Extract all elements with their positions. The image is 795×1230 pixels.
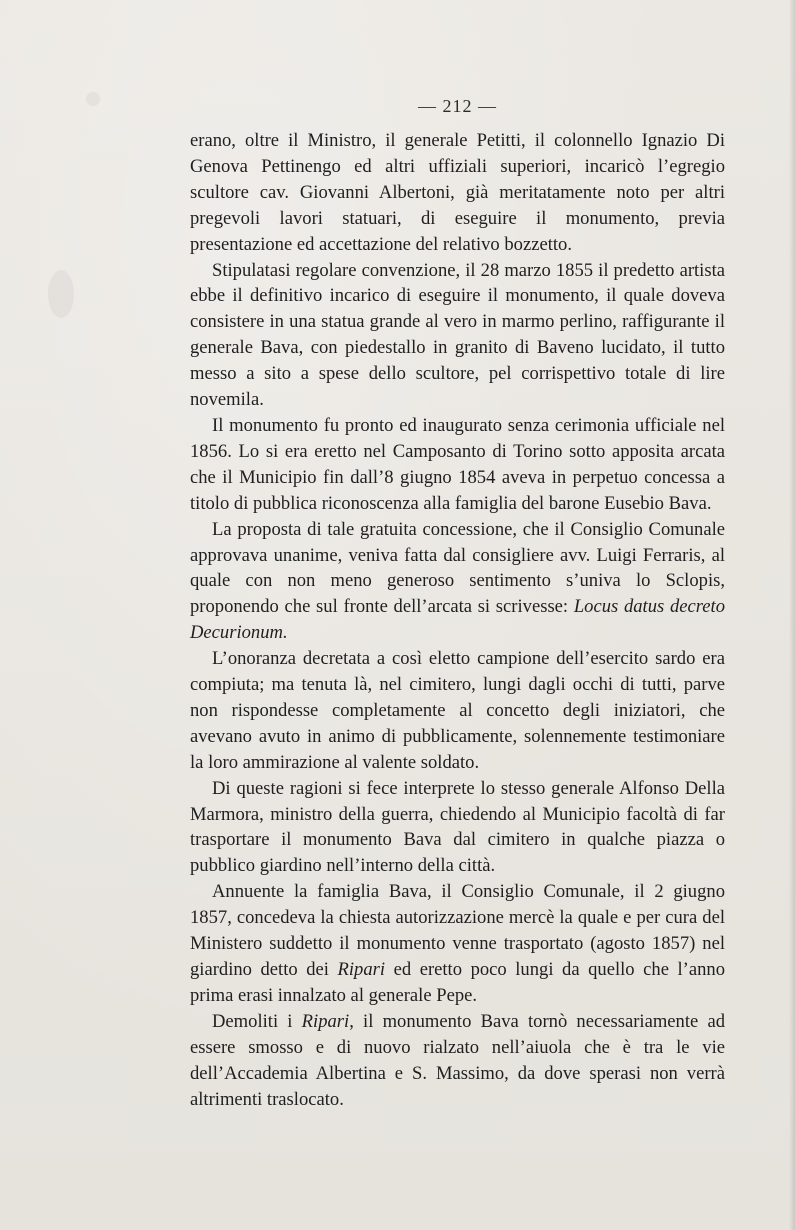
paragraph-5: L’onoranza decretata a così eletto campione dell’esercito sardo era compiuta; ma tenuta là, nel cimitero, lungi dagli occhi di tutti, parve non rispondesse completamente al concetto degli iniziatori, che avevano avuto in animo di pubblicamente, solennemente testimoniare la loro ammirazione al valente soldato. [190,648,725,773]
paragraph-7-text-a: Annuente la famiglia Bava, il Consiglio Comunale, il 2 giugno 1857, concedeva la chiesta autorizzazione mercè la quale e per cura del Ministero suddetto il monumento venne trasportato (agosto 1857) nel giardino detto dei [190,881,725,980]
paragraph-7-text-b: ed eretto poco lungi da quello che l’anno prima erasi innalzato al generale Pepe. [190,959,725,1006]
paragraph-7 [190,879,725,1009]
paper-stain [86,92,100,106]
paragraph-1: erano, oltre il Ministro, il generale Petitti, il colonnello Ignazio Di Genova Pettinengo ed altri uffiziali superiori, incaricò l’egregio scultore cav. Giovanni Albertoni, già meritatamente noto per altri pregevoli lavori statuari, di eseguire il monumento, previa presentazione ed accettazione del relativo bozzetto. [190,130,725,255]
paragraph-8 [190,1009,725,1113]
body-text [190,128,725,1112]
italic-ripari: Ripari [337,959,386,980]
paragraph-3: Il monumento fu pronto ed inaugurato senza cerimonia ufficiale nel 1856. Lo si era eretto nel Camposanto di Torino sotto apposita arcata che il Municipio fin dall’8 giugno 1854 aveva in perpetuo concessa a titolo di pubblica riconoscenza alla famiglia del barone Eusebio Bava. [190,414,725,514]
paragraph-2: Stipulatasi regolare convenzione, il 28 marzo 1855 il predetto artista ebbe il definitivo incarico di eseguire il monumento, il quale doveva consistere in una statua grande al vero in marmo perlino, raffigurante il generale Bava, con piedestallo in granito di Baveno lucidato, il tutto messo a sito a spese dello scultore, pel corrispettivo totale di lire novemila. [190,259,725,411]
latin-inscription: Locus datus decreto Decurionum. [190,596,726,644]
paragraph-4-text: La proposta di tale gratuita concessione, che il Consiglio Comunale approvava unanime, veniva fatta dal consigliere avv. Luigi Ferraris, al quale con non meno generoso sentimento s’univa lo Sclopis, proponendo che sul fronte dell’arcata si scrivesse: [190,518,725,618]
paragraph-4 [190,517,725,647]
italic-ripari: Ripari [301,1010,350,1032]
page-edge-shadow [789,0,795,1230]
page-number-header: — 212 — [418,96,497,116]
paragraph-6: Di queste ragioni si fece interprete lo stesso generale Alfonso Della Marmora, ministro della guerra, chiedendo al Municipio facoltà di far trasportare il monumento Bava dal cimitero in qualche piazza o pubblico giardino nell’interno della città. [190,777,725,877]
paper-stain [48,270,74,318]
paragraph-8-text-a: Demoliti i [212,1010,302,1032]
paragraph-8-text-b: , il monumento Bava tornò necessariamente ad essere smosso e di nuovo rialzato nell’aiuola che è tra le vie dell’Accademia Albertina e S. Massimo, da dove sperasi non verrà altrimenti traslocato. [190,1010,725,1110]
